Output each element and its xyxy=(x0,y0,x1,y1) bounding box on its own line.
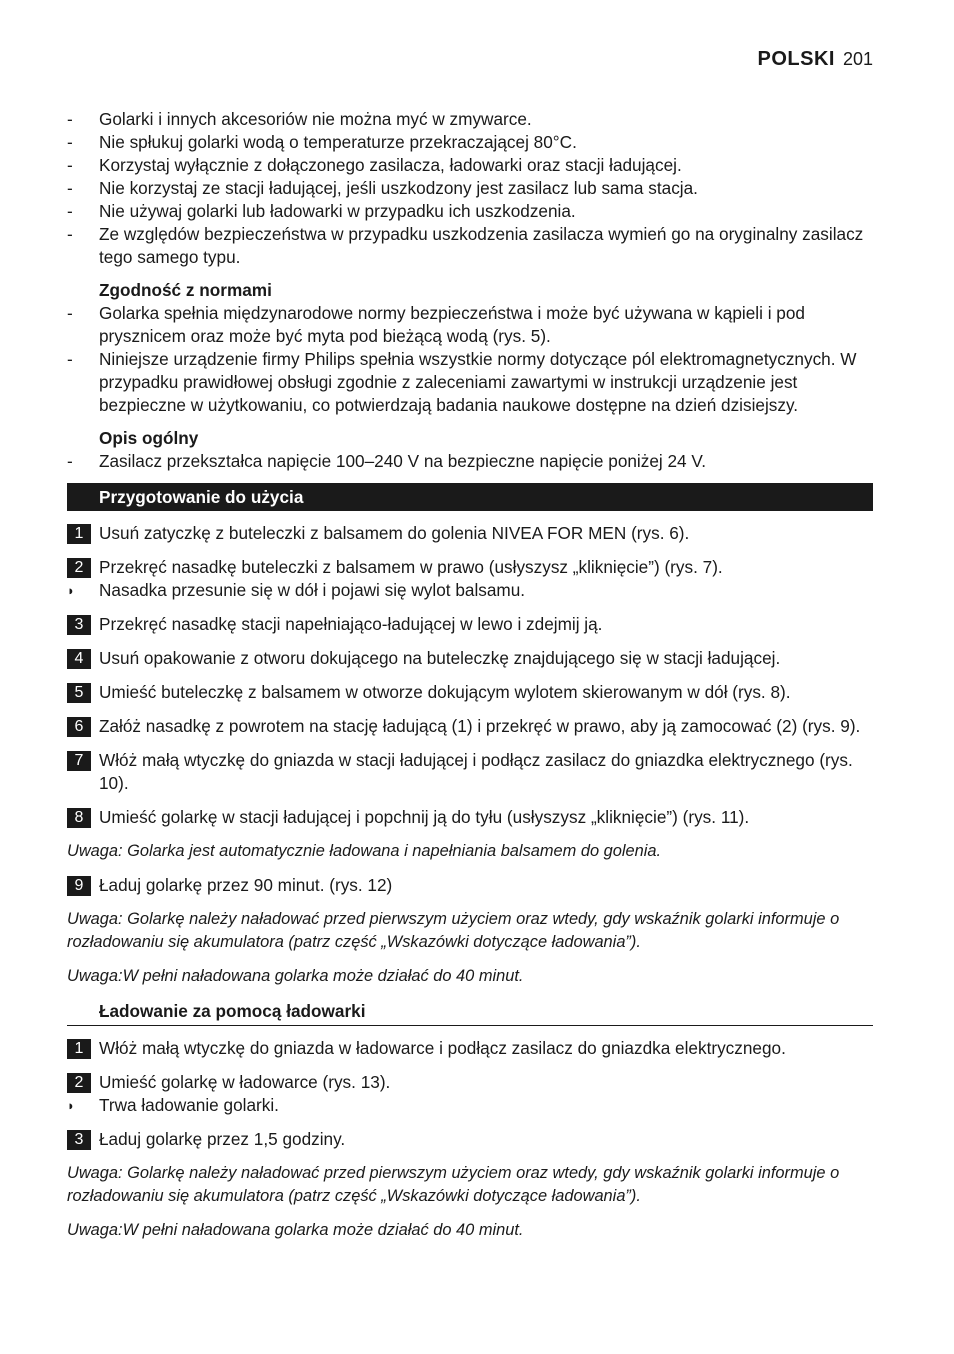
step-2: 2 Przekręć nasadkę buteleczki z balsamem w prawo (usłyszysz „kliknięcie”) (rys. 7). xyxy=(67,556,873,579)
step-number: 2 xyxy=(67,1073,91,1093)
list-item: - Korzystaj wyłącznie z dołączonego zasilacza, ładowarki oraz stacji ładującej. xyxy=(67,155,682,175)
step-7: 7 Włóż małą wtyczkę do gniazda w stacji ładującej i podłącz zasilacz do gniazdka elektrycznego (rys. 10). xyxy=(67,749,873,795)
list-item: - Nie używaj golarki lub ładowarki w przypadku ich uszkodzenia. xyxy=(67,201,576,221)
step-number: 8 xyxy=(67,808,91,828)
general-heading: Opis ogólny xyxy=(99,428,199,448)
list-item: - Golarka spełnia międzynarodowe normy bezpieczeństwa i może być używana w kąpieli i pod prysznicem oraz może być myta pod bieżącą wodą (rys. 5). xyxy=(67,303,805,346)
step-1: 1 Usuń zatyczkę z buteleczki z balsamem do golenia NIVEA FOR MEN (rys. 6). xyxy=(67,522,873,545)
step-number: 3 xyxy=(67,1130,91,1150)
step-2-result: ◗ Nasadka przesunie się w dół i pojawi się wylot balsamu. xyxy=(67,580,526,600)
list-item: - Ze względów bezpieczeństwa w przypadku uszkodzenia zasilacza wymień go na oryginalny zasilacz tego samego typu. xyxy=(67,224,864,267)
charger-step-2: 2 Umieść golarkę w ładowarce (rys. 13). xyxy=(67,1071,873,1094)
compliance-list xyxy=(67,302,873,417)
list-item: - Nie korzystaj ze stacji ładującej, jeśli uszkodzony jest zasilacz lub sama stacja. xyxy=(67,178,698,198)
step-5: 5 Umieść buteleczkę z balsamem w otworze dokującym wylotem skierowanym w dół (rys. 8). xyxy=(67,681,873,704)
note: Uwaga: Golarkę należy naładować przed pierwszym użyciem oraz wtedy, gdy wskaźnik golarki informuje o rozładowaniu się akumulatora (patrz część „Wskazówki dotyczące ładowania”). xyxy=(67,1164,840,1205)
page-number: 201 xyxy=(842,49,873,69)
language-label: POLSKI xyxy=(757,48,835,70)
step-number: 9 xyxy=(67,876,91,896)
result-marker-icon: ◗ xyxy=(67,583,75,598)
step-number: 7 xyxy=(67,751,91,771)
step-number: 4 xyxy=(67,649,91,669)
step-3: 3 Przekręć nasadkę stacji napełniająco-ładującej w lewo i zdejmij ją. xyxy=(67,613,873,636)
note: Uwaga: Golarka jest automatycznie ładowana i napełniania balsamem do golenia. xyxy=(67,842,662,860)
step-number: 2 xyxy=(67,558,91,578)
step-number: 6 xyxy=(67,717,91,737)
page-header xyxy=(758,48,874,71)
step-number: 5 xyxy=(67,683,91,703)
list-item: - Golarki i innych akcesoriów nie można myć w zmywarce. xyxy=(67,109,532,129)
list-item: - Nie spłukuj golarki wodą o temperaturze przekraczającej 80°C. xyxy=(67,132,577,152)
content xyxy=(67,108,873,1242)
note: Uwaga: Golarkę należy naładować przed pierwszym użyciem oraz wtedy, gdy wskaźnik golarki informuje o rozładowaniu się akumulatora (patrz część „Wskazówki dotyczące ładowania”). xyxy=(67,910,840,951)
charger-step-1: 1 Włóż małą wtyczkę do gniazda w ładowarce i podłącz zasilacz do gniazdka elektrycznego. xyxy=(67,1037,873,1060)
step-6: 6 Załóż nasadkę z powrotem na stację ładującą (1) i przekręć w prawo, aby ją zamocować (2) (rys. 9). xyxy=(67,715,873,738)
compliance-heading: Zgodność z normami xyxy=(99,280,272,300)
charger-step-2-result: ◗ Trwa ładowanie golarki. xyxy=(67,1095,279,1115)
step-8: 8 Umieść golarkę w stacji ładującej i popchnij ją do tyłu (usłyszysz „kliknięcie”) (rys. 11). xyxy=(67,806,873,829)
list-item: - Zasilacz przekształca napięcie 100–240 V na bezpieczne napięcie poniżej 24 V. xyxy=(67,451,707,471)
step-9: 9 Ładuj golarkę przez 90 minut. (rys. 12) xyxy=(67,874,873,897)
charger-step-3: 3 Ładuj golarkę przez 1,5 godziny. xyxy=(67,1128,873,1151)
list-item: - Niniejsze urządzenie firmy Philips spełnia wszystkie normy dotyczące pól elektromagnetycznych. W przypadku prawidłowej obsługi zgodnie z zaleceniami zawartymi w instrukcji urządzenie jest bezpieczne w użytkowaniu, co potwierdzają badania naukowe dostępne na dzień dzisiejszy. xyxy=(67,349,857,415)
note: Uwaga:W pełni naładowana golarka może działać do 40 minut. xyxy=(67,1221,524,1239)
charger-heading: Ładowanie za pomocą ładowarki xyxy=(67,1000,873,1026)
step-4: 4 Usuń opakowanie z otworu dokującego na buteleczkę znajdującego się w stacji ładującej. xyxy=(67,647,873,670)
step-number: 1 xyxy=(67,524,91,544)
note: Uwaga:W pełni naładowana golarka może działać do 40 minut. xyxy=(67,967,524,985)
general-list xyxy=(67,450,873,473)
preparing-section-bar: Przygotowanie do użycia xyxy=(67,483,873,511)
warnings-list xyxy=(67,108,873,269)
step-number: 1 xyxy=(67,1039,91,1059)
step-number: 3 xyxy=(67,615,91,635)
result-marker-icon: ◗ xyxy=(67,1098,75,1113)
